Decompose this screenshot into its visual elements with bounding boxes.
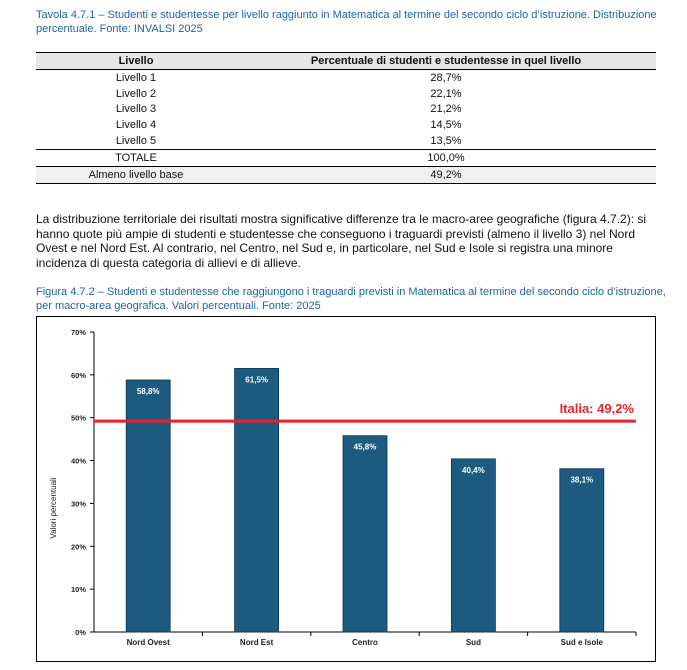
- row-value: 22,1%: [430, 87, 462, 100]
- table-row: [36, 133, 656, 149]
- bar-chart: [36, 316, 656, 662]
- y-tick-label: 50%: [70, 413, 86, 423]
- distribution-table: [36, 52, 656, 184]
- row-value: 13,5%: [430, 135, 462, 148]
- y-tick-label: 30%: [70, 499, 86, 509]
- x-tick-label: Sud: [465, 638, 481, 647]
- row-label: Livello 1: [115, 71, 157, 84]
- y-tick-label: 40%: [70, 456, 86, 466]
- row-label: Livello 5: [115, 135, 157, 148]
- x-tick-label: Nord Ovest: [126, 638, 170, 647]
- bar: [126, 380, 170, 632]
- y-tick-label: 10%: [70, 585, 86, 595]
- base-row: [36, 166, 656, 183]
- row-label: Livello 3: [115, 103, 157, 116]
- x-tick-label: Centro: [352, 638, 378, 647]
- y-axis-label: Valori percentuali: [49, 477, 58, 539]
- table-row: [36, 117, 656, 133]
- table-row: [36, 70, 656, 86]
- base-label: Almeno livello base: [36, 166, 236, 183]
- bar: [451, 459, 495, 632]
- bar-value-label: 38,1%: [570, 475, 594, 485]
- x-tick-label: Sud e Isole: [560, 638, 603, 647]
- row-label: Livello 2: [115, 87, 157, 100]
- table-row: [36, 102, 656, 118]
- header-percentuale: Percentuale di studenti e studentesse in quel livello: [236, 53, 656, 70]
- bar-value-label: 61,5%: [245, 375, 268, 385]
- row-label: Livello 4: [115, 119, 157, 132]
- table-caption: Tavola 4.7.1 – Studenti e studentesse per livello raggiunto in Matematica al termine del secondo ciclo d’istruzione. Distribuzione percentuale. Fonte: INVALSI 2025: [36, 9, 657, 35]
- bar-value-label: 45,8%: [353, 442, 377, 452]
- row-value: 28,7%: [430, 71, 462, 84]
- x-tick-label: Nord Est: [239, 638, 274, 647]
- bar: [235, 368, 279, 632]
- header-livello: Livello: [36, 53, 236, 70]
- table-row: [36, 86, 656, 102]
- y-tick-label: 0%: [75, 628, 86, 637]
- base-value: 49,2%: [236, 166, 656, 183]
- y-tick-label: 70%: [70, 328, 86, 337]
- bar-value-label: 40,4%: [462, 465, 485, 475]
- figure-caption: Figura 4.7.2 – Studenti e studentesse che raggiungono i traguardi previsti in Matematica al termine del secondo ciclo d’istruzione, per macro-area geografica. Valori percentuali. Fonte: 2025: [36, 286, 666, 312]
- row-value: 14,5%: [430, 119, 462, 132]
- row-value: 21,2%: [430, 103, 462, 116]
- bar-value-label: 58,8%: [136, 387, 160, 396]
- table-header-row: [36, 53, 656, 70]
- bar: [560, 469, 604, 632]
- total-row: [36, 149, 656, 166]
- y-tick-label: 20%: [70, 542, 86, 552]
- bar: [343, 436, 387, 632]
- reference-label: Italia: 49,2%: [559, 401, 634, 417]
- y-tick-label: 60%: [70, 370, 86, 380]
- total-value: 100,0%: [236, 149, 656, 166]
- body-paragraph: La distribuzione territoriale dei risultati mostra significative differenze tra le macro-aree geografiche (figura 4.7.2): si hanno quote più ampie di studenti e studentesse che conseguono i traguardi previsti (almeno il livello 3) nel Nord Ovest e nel Nord Est. Al contrario, nel Centro, nel Sud e, in particolare, nel Sud e Isole si registra una minore incidenza di questa categoria di allievi e di allieve.: [36, 212, 647, 270]
- total-label: TOTALE: [36, 149, 236, 166]
